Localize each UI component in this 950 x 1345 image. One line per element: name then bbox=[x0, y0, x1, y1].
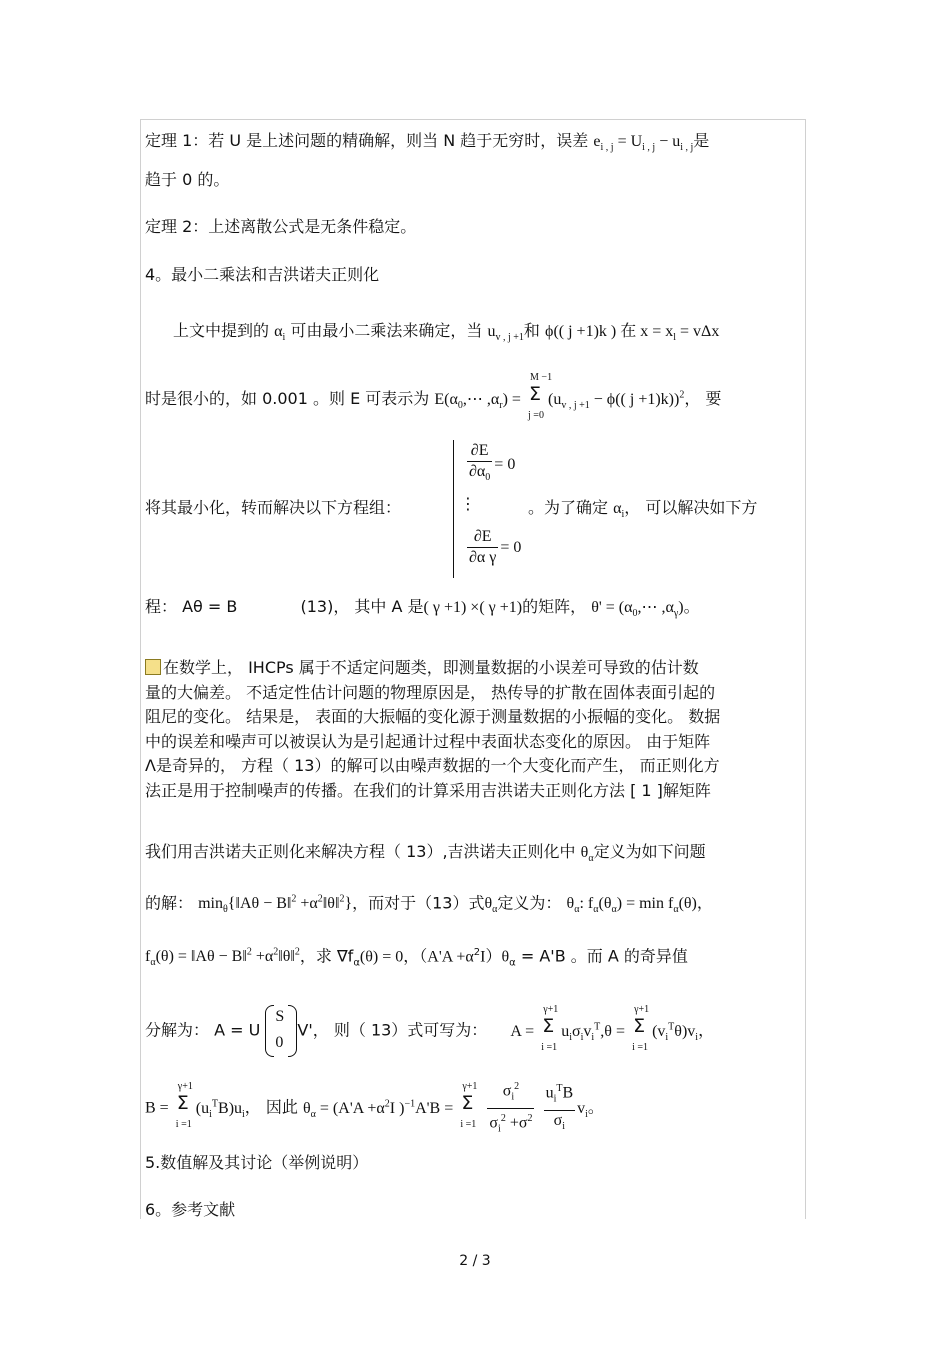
section-6-heading: 6。参考文献 bbox=[145, 1200, 236, 1219]
sigma-fraction: $\frac{\sigma_i^2}{\sigma_i^2 +\sigma^2}$ bbox=[487, 1077, 534, 1139]
section-4-heading: 4。最小二乘法和吉洪诺夫正则化 bbox=[145, 265, 380, 284]
error-formula: $e_{i , j} = U_{i , j} - u_{i , j}$ bbox=[593, 133, 694, 154]
svd-line: 分解为： A = U S 0 V'， 则（ 13）式可写为： A = Σ γ+1 i =1 $u_i\sigma_iv_i^T,\theta$ = Σ γ+1 i =1 $(v_i^T\theta)v_i$， bbox=[145, 1003, 714, 1059]
page-number: 2 / 3 bbox=[459, 1253, 491, 1269]
tikhonov-line-3: $f_\alpha(\theta)$ = ‖Aθ − B‖$^2$ $+\alpha^2‖\theta‖^2$，求 $\nabla f_\alpha(\theta) = 0$，$(A'A +\alpha^2I)\theta_\alpha = A'B$ 。而 A 的奇异值 bbox=[145, 946, 688, 969]
paragraph-line-3: 阻尼的变化。 结果是， 表面的大振幅的变化源于测量数据的小振幅的变化。 数据 bbox=[145, 707, 721, 726]
theorem-2: 定理 2：上述离散公式是无条件稳定。 bbox=[145, 217, 417, 236]
system-dots: ⋮ bbox=[460, 494, 476, 513]
b-expansion-line: B = Σ γ+1 i =1 $(u_i^TB)u_i$， 因此 $\theta_\alpha = (A'A +\alpha^2I$ )$^{-1}$A'B = Σ γ+1 i =1 $\frac{\sigma_i^2}{\sigma_i^2 +\sigma^2}$ $u_i^TB$ $\sigma_i$ $v_i$。 bbox=[145, 1077, 604, 1139]
system-eq-1: $\frac{\partial E}{\partial\alpha_0}$ = 0 bbox=[469, 442, 516, 484]
paragraph-line-1: 在数学上， IHCPs 属于不适定问题类，即测量数据的小误差可导致的估计数 bbox=[145, 656, 805, 681]
section-5-heading: 5.数值解及其讨论（举例说明） bbox=[145, 1153, 369, 1172]
theorem-1-cont: 趋于 0 的。 bbox=[145, 170, 230, 189]
system-eq-2: $\frac{\partial E}{\text{∂α γ}}$ = 0 bbox=[469, 528, 522, 566]
paragraph-line-5: Λ是奇异的， 方程（ 13）的解可以由噪声数据的一个大变化而产生， 而正则化方 bbox=[145, 756, 720, 775]
equation-13: 程： Aθ = B (13)， 其中 A 是( γ +1) ×( γ +1)的矩阵， $\theta' = (\alpha_0,\cdots$ $,\alpha_\gamma$)。 bbox=[145, 597, 700, 620]
note-icon[interactable] bbox=[145, 659, 161, 675]
paragraph-line-2: 量的大偏差。 不适定性估计问题的物理原因是， 热传导的扩散在固体表面引起的 bbox=[145, 682, 716, 702]
paragraph-line-4: 中的误差和噪声可以被误认为是引起通计过程中表面状态变化的原因。 由于矩阵 bbox=[145, 731, 711, 751]
system-after: 。为了确定 $\alpha_i$， 可以解决如下方 bbox=[528, 498, 758, 521]
energy-expression: 时是很小的，如 0.001 。则 E 可表示为 $E(\alpha_0,\cdots$ $,\alpha_r$) = Σ M −1 j =0 ($u_{v , j +1} - \phi$(( j +1)k))$^2$， 要 bbox=[145, 372, 722, 421]
ihcp-paragraph bbox=[145, 656, 805, 803]
tikhonov-line-1: 我们用吉洪诺夫正则化来解决方程（ 13）,吉洪诺夫正则化中 $\theta_\alpha$定义为如下问题 bbox=[145, 842, 706, 865]
summation-sign: Σ M −1 j =0 bbox=[528, 372, 553, 421]
paragraph-line-6: 法正是用于控制噪声的传播。在我们的计算采用吉洪诺夫正则化方法 [ 1 ]解矩阵 bbox=[145, 780, 711, 800]
theorem-1: 定理 1：若 U 是上述问题的精确解，则当 N 趋于无穷时，误差 $e_{i , j} = U_{i , j} - u_{i , j}$是 bbox=[145, 131, 710, 154]
system-lead: 将其最小化，转而解决以下方程组： bbox=[145, 498, 402, 517]
svd-matrix: S 0 bbox=[265, 1003, 297, 1059]
ratio-fraction: $u_i^TB$ $\sigma_i$ bbox=[544, 1079, 576, 1137]
least-squares-intro: 上文中提到的 $\alpha_i$ 可由最小二乘法来确定，当 $u_{v , j +1}$和 ϕ(( j +1)k ) 在 $x = x_l = v\Delta x$ bbox=[173, 321, 720, 344]
tikhonov-line-2: 的解： $\min_\theta\{‖A\theta$ − B‖$^2$ $+\alpha^2‖\theta‖^2$}，而对于（13）式$\theta_\alpha$定义为： $\theta_\alpha$: $f_\alpha(\theta_\alpha) = \min f_\alpha(\theta)$， bbox=[145, 893, 713, 916]
